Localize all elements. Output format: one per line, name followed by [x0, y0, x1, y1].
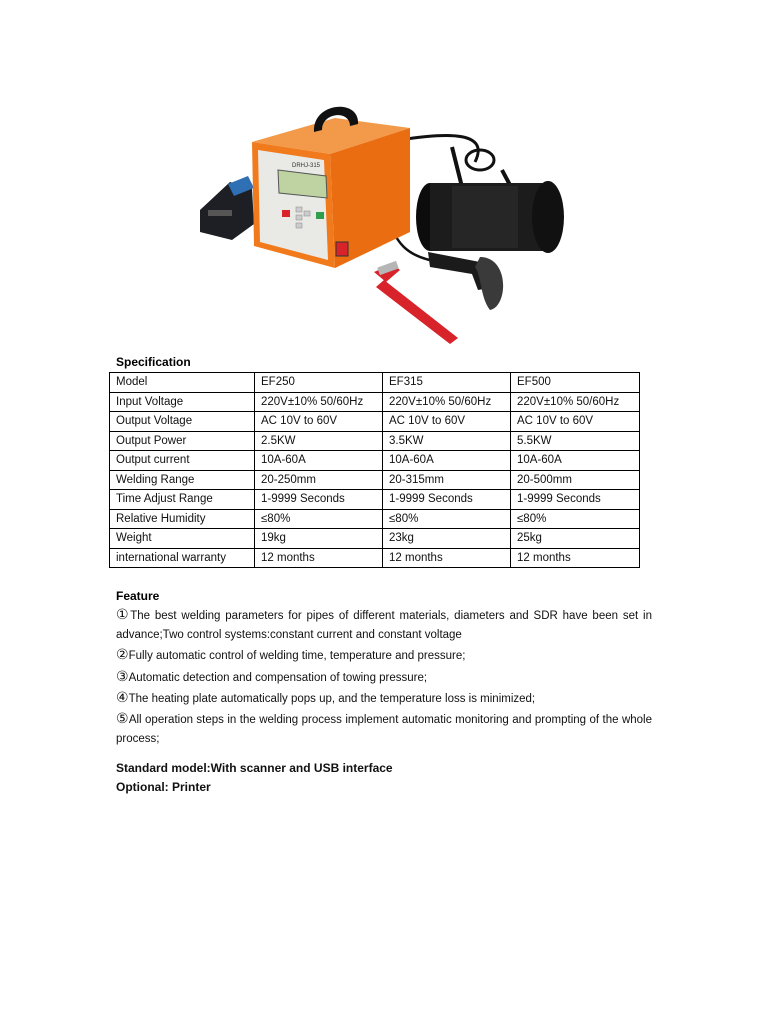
- table-cell: AC 10V to 60V: [511, 412, 640, 432]
- table-row: [110, 529, 640, 549]
- table-cell: 3.5KW: [383, 431, 511, 451]
- table-row: [110, 509, 640, 529]
- table-cell: 220V±10% 50/60Hz: [511, 392, 640, 412]
- table-row: [110, 548, 640, 568]
- table-cell: ≤80%: [255, 509, 383, 529]
- table-cell: Input Voltage: [110, 392, 255, 412]
- feature-item: ③Automatic detection and compensation of towing pressure;: [116, 667, 428, 684]
- feature-list: [116, 605, 652, 749]
- table-cell: AC 10V to 60V: [255, 412, 383, 432]
- table-cell: Welding Range: [110, 470, 255, 490]
- table-row: [110, 451, 640, 471]
- table-cell: ≤80%: [383, 509, 511, 529]
- feature-item: ④The heating plate automatically pops up, and the temperature loss is minimized;: [116, 688, 536, 705]
- table-cell: 20-250mm: [255, 470, 383, 490]
- specification-heading: Specification: [116, 355, 191, 369]
- table-cell: 12 months: [511, 548, 640, 568]
- table-cell: 220V±10% 50/60Hz: [383, 392, 511, 412]
- welding-machine: [252, 107, 410, 268]
- table-cell: 20-500mm: [511, 470, 640, 490]
- table-cell: AC 10V to 60V: [383, 412, 511, 432]
- feature-heading: Feature: [116, 589, 160, 603]
- table-cell: Time Adjust Range: [110, 490, 255, 510]
- table-row: [110, 470, 640, 490]
- table-cell: Weight: [110, 529, 255, 549]
- specification-table: [109, 372, 640, 568]
- printer-icon: [200, 176, 254, 240]
- feature-item: ②Fully automatic control of welding time, temperature and pressure;: [116, 646, 466, 663]
- table-cell: 10A-60A: [383, 451, 511, 471]
- table-cell: 23kg: [383, 529, 511, 549]
- table-cell: 5.5KW: [511, 431, 640, 451]
- table-cell: Output current: [110, 451, 255, 471]
- table-cell: 1-9999 Seconds: [255, 490, 383, 510]
- product-image: [190, 92, 580, 346]
- table-cell: EF250: [255, 373, 383, 393]
- feature-item: ①The best welding parameters for pipes of different materials, diameters and SDR have been set in advance;Two control systems:constant current and constant voltage: [116, 606, 652, 642]
- table-cell: 220V±10% 50/60Hz: [255, 392, 383, 412]
- table-cell: 1-9999 Seconds: [383, 490, 511, 510]
- table-cell: 25kg: [511, 529, 640, 549]
- table-cell: 19kg: [255, 529, 383, 549]
- table-cell: 12 months: [383, 548, 511, 568]
- table-cell: 10A-60A: [511, 451, 640, 471]
- feature-item: ⑤All operation steps in the welding process implement automatic monitoring and prompting of the whole process;: [116, 710, 652, 746]
- table-cell: 1-9999 Seconds: [511, 490, 640, 510]
- table-row: [110, 373, 640, 393]
- clamp-tool: [374, 261, 458, 344]
- table-cell: EF500: [511, 373, 640, 393]
- table-cell: Relative Humidity: [110, 509, 255, 529]
- table-cell: 12 months: [255, 548, 383, 568]
- table-row: [110, 412, 640, 432]
- table-row: [110, 392, 640, 412]
- table-cell: ≤80%: [511, 509, 640, 529]
- table-cell: international warranty: [110, 548, 255, 568]
- table-cell: Output Power: [110, 431, 255, 451]
- table-cell: EF315: [383, 373, 511, 393]
- table-cell: Output Voltage: [110, 412, 255, 432]
- table-cell: Model: [110, 373, 255, 393]
- table-cell: 10A-60A: [255, 451, 383, 471]
- table-cell: 20-315mm: [383, 470, 511, 490]
- table-cell: 2.5KW: [255, 431, 383, 451]
- device-label: DRHJ-315: [292, 163, 321, 169]
- standard-model-line: Standard model:With scanner and USB interface: [116, 761, 393, 775]
- pipe-fitting: [416, 181, 564, 253]
- table-row: [110, 431, 640, 451]
- table-row: [110, 490, 640, 510]
- optional-line: Optional: Printer: [116, 780, 211, 794]
- scanner-icon: [428, 252, 503, 310]
